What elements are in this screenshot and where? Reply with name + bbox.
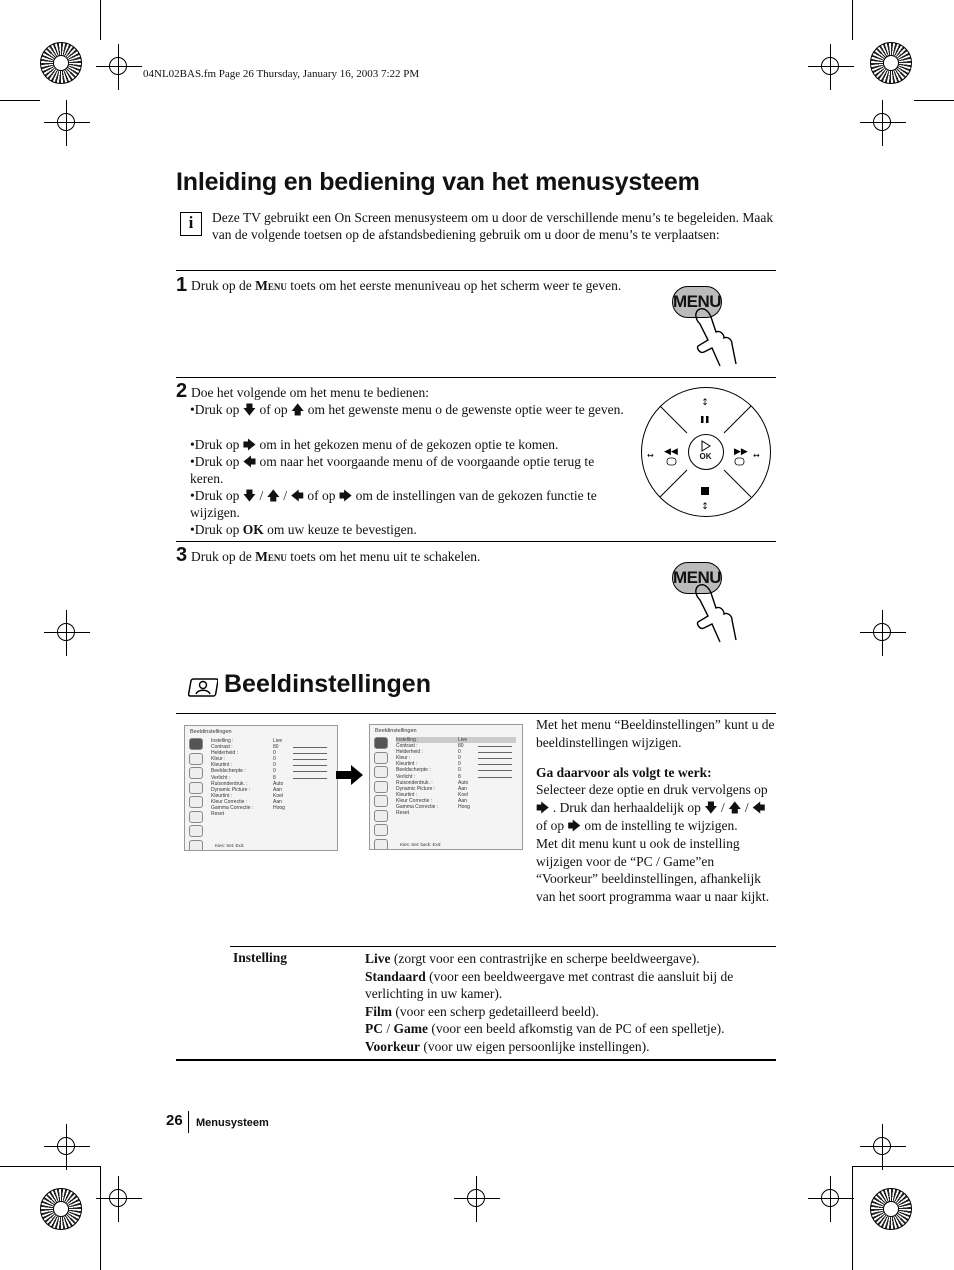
table-label: Instelling xyxy=(233,950,288,965)
menu-button-icon: MENU xyxy=(672,286,722,318)
divider xyxy=(176,541,776,542)
osd-row: Kleurtint : 0 xyxy=(396,761,516,767)
footer-separator xyxy=(188,1111,189,1133)
registration-star-bottom-left xyxy=(40,1188,82,1230)
crosshair-mark xyxy=(860,100,906,146)
step3-text: Druk op de Menu toets om het menu uit te schakelen. xyxy=(191,549,481,564)
crosshair-mark xyxy=(44,100,90,146)
crosshair-mark xyxy=(808,1176,854,1222)
osd-row: Dynamic Picture : Aan xyxy=(396,785,467,792)
svg-text:▶▶: ▶▶ xyxy=(734,447,748,457)
crosshair-mark xyxy=(808,44,854,90)
section-title-menusysteem: Inleiding en bediening van het menusysteem xyxy=(176,168,700,196)
osd-row: Kleur Correctie : Aan xyxy=(396,797,467,804)
registration-star-top-right xyxy=(870,42,912,84)
step2-bullet: •Druk op 🡆 om in het gekozen menu of de gekozen optie te komen. xyxy=(190,437,559,453)
divider xyxy=(176,377,776,378)
osd-row: Gamma Correctie : Hoog xyxy=(211,805,285,812)
divider xyxy=(176,270,776,271)
arrow-down-icon: 🡇 xyxy=(242,489,257,504)
trim-line xyxy=(100,0,101,40)
osd-row: Dynamic Picture : Aan xyxy=(211,786,282,793)
footer-section: Menusysteem xyxy=(196,1117,269,1129)
arrow-right-icon: 🡆 xyxy=(567,818,581,834)
svg-text:↕: ↕ xyxy=(701,502,709,512)
osd-row: Kleur : 0 xyxy=(396,755,516,761)
svg-text:↔: ↔ xyxy=(753,451,760,460)
osd-row: Reset xyxy=(396,810,410,817)
trim-line xyxy=(914,100,954,101)
divider xyxy=(176,713,776,714)
svg-text:◀◀: ◀◀ xyxy=(664,447,678,457)
info-icon: i xyxy=(180,212,202,236)
osd-row: Beeldscherpte : 0 xyxy=(396,767,516,773)
file-header: 04NL02BAS.fm Page 26 Thursday, January 16, 2003 7:22 PM xyxy=(143,68,420,80)
step2-intro: Doe het volgende om het menu te bedienen: xyxy=(191,385,430,400)
arrow-up-icon: 🡅 xyxy=(266,489,280,504)
trim-line xyxy=(0,1166,100,1167)
osd-row: Ruisonderdruk. : Auto xyxy=(211,780,284,787)
osd-row: Ruisonderdruk. : Auto xyxy=(396,779,469,786)
osd-row: Reset xyxy=(211,811,225,818)
finger-press-icon xyxy=(690,306,740,372)
arrow-left-icon: 🡄 xyxy=(752,801,766,817)
arrow-right-icon: 🡆 xyxy=(536,801,550,817)
arrow-left-icon: 🡄 xyxy=(290,489,304,504)
trim-line xyxy=(852,0,853,40)
step-number: 3 xyxy=(176,544,188,566)
osd-row: Instelling : Live xyxy=(396,737,516,743)
step2-bullet: •Druk op OK om uw keuze te bevestigen. xyxy=(190,522,417,537)
crosshair-mark xyxy=(860,1124,906,1170)
arrow-up-icon: 🡅 xyxy=(728,801,742,817)
finger-press-icon xyxy=(690,582,740,648)
osd-screen-after: Beeldinstellingen Instelling : Live Contrast : 80 Helderheid : 0 Kleur : 0 Kleurtint : 0 Beeldscherpte : 0 Verlicht : 8 Ruisonderdruk. : Auto Dynamic Picture : Aan Kleurtint : Koel Kleur Correctie : Aan Gamma Correctie : Hoog Reset Kies: Set: back: Exit: xyxy=(369,724,523,850)
divider xyxy=(230,946,776,947)
trim-line xyxy=(0,100,40,101)
osd-row: Kleur Correctie : Aan xyxy=(211,798,282,805)
section-title-beeldinstellingen: Beeldinstellingen xyxy=(224,670,431,698)
arrow-right-icon: 🡆 xyxy=(338,489,353,504)
menu-button-icon: MENU xyxy=(672,562,722,594)
crosshair-mark xyxy=(96,44,142,90)
osd-row: Kleurtint : 0 xyxy=(211,762,331,768)
registration-star-bottom-right xyxy=(870,1188,912,1230)
step1-text: Druk op de Menu toets om het eerste menuniveau op het scherm weer te geven. xyxy=(191,278,622,293)
trim-line xyxy=(852,1166,954,1167)
osd-screen-before: Beeldinstellingen Instelling : Live Contrast : 80 Helderheid : 0 Kleur : 0 Kleurtint : 0 Beeldscherpte : 0 Verlicht : 8 Ruisonderdruk. : Auto Dynamic Picture : Aan Kleurtint : Koel Kleur Correctie : Aan Gamma Correctie : Hoog Reset Kies: Set: Exit: xyxy=(184,725,338,851)
osd-row: Helderheid : 0 xyxy=(396,749,516,755)
step2-bullet: •Druk op 🡇 / 🡅 / 🡄 of op 🡆 om de instellingen van de gekozen functie te wijzigen. xyxy=(190,488,597,520)
osd-row: Instelling : Live xyxy=(211,738,283,744)
step2-bullet: •Druk op 🡇 of op 🡅 om het gewenste menu o de gewenste optie weer te geven. xyxy=(190,402,624,418)
step-number: 2 xyxy=(176,380,188,402)
arrow-down-icon: 🡇 xyxy=(704,801,718,817)
osd-row: Beeldscherpte : 0 xyxy=(211,768,331,774)
osd-row: Kleurtint : Koel xyxy=(211,792,284,799)
arrow-right-icon: 🡆 xyxy=(242,438,257,453)
remote-navigation-pad xyxy=(641,387,771,517)
beeldinstellingen-description: Met het menu “Beeldinstellingen” kunt u de beeldinstellingen wijzigen. Ga daarvoor als volgt te werk: Selecteer deze optie en druk vervolgens op 🡆 . Druk dan herhaaldelijk op 🡇 / 🡅 / 🡄 of op 🡆 om de instelling te wijzigen. Met dit menu kunt u ook de instelling wijzigen voor de “PC / Game”en “Voorkeur” beeldinstellingen, afhankelijk van het soort programma waar u naar kijkt. xyxy=(536,717,775,905)
arrow-left-icon: 🡄 xyxy=(242,455,257,470)
arrow-up-icon: 🡅 xyxy=(290,403,305,418)
arrow-right-icon xyxy=(336,764,364,786)
page-number: 26 xyxy=(166,1112,183,1129)
divider xyxy=(176,1059,776,1061)
step-number: 1 xyxy=(176,274,188,296)
intro-text: Deze TV gebruikt een On Screen menusysteem om u door de verschillende menu’s te begeleiden. Maak van de volgende toetsen op de afstandsbediening gebruik om u door de menu’s te verplaatsen: xyxy=(212,210,774,242)
osd-row: Kleurtint : Koel xyxy=(396,791,469,798)
table-options: Live (zorgt voor een contrastrijke en scherpe beeldweergave). Standaard (voor een beeldweergave met contrast die aansluit bij de verlichting in uw kamer). Film (voor een scherp gedetailleerd beeld). PC / Game (voor een beeld afkomstig van de PC of een spelletje). Voorkeur (voor uw eigen persoonlijke instellingen). xyxy=(365,951,734,1054)
osd-row: Contrast : 80 xyxy=(211,744,331,750)
osd-row: Helderheid : 0 xyxy=(211,750,331,756)
osd-row: Contrast : 80 xyxy=(396,743,516,749)
trim-line xyxy=(852,1166,853,1270)
ok-button-icon: OK xyxy=(688,434,724,470)
svg-text:↕: ↕ xyxy=(701,398,709,408)
osd-row: Kleur : 0 xyxy=(211,756,331,762)
crosshair-mark xyxy=(454,1176,500,1222)
trim-line xyxy=(100,1166,101,1270)
osd-row: Gamma Correctie : Hoog xyxy=(396,804,470,811)
osd-row: Verlicht : 8 xyxy=(396,774,516,780)
step2-bullet: •Druk op 🡄 om naar het voorgaande menu of de voorgaande optie terug te keren. xyxy=(190,454,595,486)
osd-row: Verlicht : 8 xyxy=(211,775,331,781)
svg-text:↔: ↔ xyxy=(647,451,654,460)
crosshair-mark xyxy=(44,610,90,656)
registration-star-top-left xyxy=(40,42,82,84)
crosshair-mark xyxy=(860,610,906,656)
crosshair-mark xyxy=(96,1176,142,1222)
crosshair-mark xyxy=(44,1124,90,1170)
picture-settings-icon xyxy=(188,675,218,699)
arrow-down-icon: 🡇 xyxy=(242,403,257,418)
